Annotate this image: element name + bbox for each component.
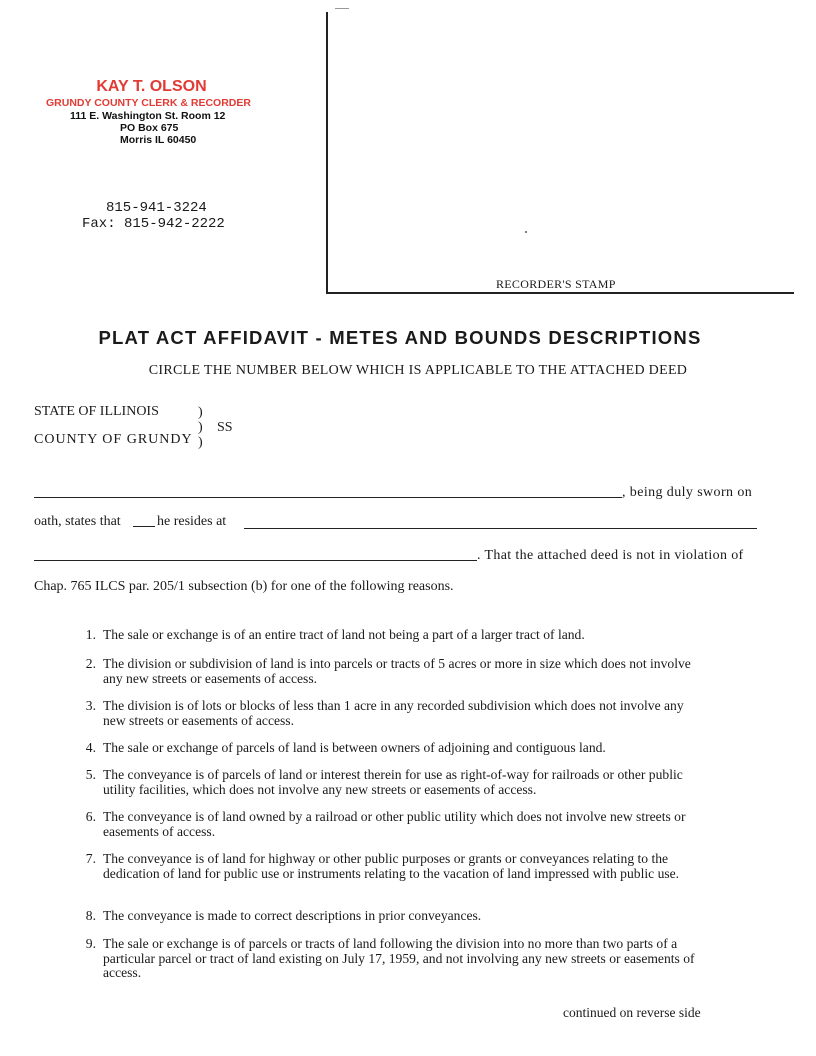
reason-number[interactable]: 1. [85,627,96,642]
reason-text: The conveyance is made to correct descriptions in prior conveyances. [103,908,482,923]
stamp-box-left-border [326,12,328,293]
reason-number[interactable]: 3. [85,698,96,713]
address-line-1: 111 E. Washington St. Room 12 [70,110,226,122]
clerk-address-block [34,70,284,162]
reason-number[interactable]: 7. [85,851,96,866]
venue-bracket-bottom: ) [198,435,203,450]
venue-bracket-middle: ) [198,420,203,435]
reason-number[interactable]: 2. [85,656,96,671]
reason-text: The sale or exchange of parcels of land is between owners of adjoining and contiguous land. [103,740,606,755]
continued-note: continued on reverse side [563,1005,701,1020]
oath-line-2-start: oath, states that [34,514,121,529]
ss-label: SS [217,420,233,435]
pronoun-field[interactable] [133,526,155,527]
reason-text: The sale or exchange is of an entire tract of land not being a part of a larger tract of land. [103,627,585,642]
statute-reference: Chap. 765 ILCS par. 205/1 subsection (b) for one of the following reasons. [34,579,454,594]
reason-text: The conveyance is of land owned by a railroad or other public utility which does not involve new streets or easements of access. [103,809,686,839]
address-line-3: Morris IL 60450 [120,134,197,146]
reason-text: The sale or exchange is of parcels or tracts of land following the division into no more than two parts of a particular parcel or tract of land existing on July 17, 1959, and not involving any new streets or easements of access. [103,936,695,980]
affiant-name-field[interactable] [34,497,622,498]
document-subtitle: CIRCLE THE NUMBER BELOW WHICH IS APPLICABLE TO THE ATTACHED DEED [148,363,688,378]
stamp-box-bottom-border [326,292,794,294]
reason-text: The division or subdivision of land is into parcels or tracts of 5 acres or more in size which does not involve any new streets or easements of access. [103,656,691,686]
venue-bracket-top: ) [198,405,203,420]
contact-numbers [70,200,260,232]
residence-address-field[interactable] [244,528,757,529]
reason-text: The conveyance is of parcels of land or interest therein for use as right-of-way for railroads or other public utility facilities, which does not involve any new streets or easements of access. [103,767,683,797]
reason-number[interactable]: 8. [85,908,96,923]
clerk-name: KAY T. OLSON [96,78,207,95]
oath-line-3-text: . That the attached deed is not in violation of [477,548,744,563]
oath-line-1-text: , being duly sworn on [622,485,753,500]
county-label: COUNTY OF GRUNDY [34,432,193,447]
state-label: STATE OF ILLINOIS [34,404,159,419]
reason-number[interactable]: 6. [85,809,96,824]
residence-address-field-continued[interactable] [34,560,477,561]
clerk-title: GRUNDY COUNTY CLERK & RECORDER [46,97,251,109]
reason-text: The conveyance is of land for highway or other public purposes or grants or conveyances relating to the dedication of land for public use or instruments relating to the vacation of land impressed with public use. [103,851,680,881]
scan-mark [335,8,349,9]
reason-number[interactable]: 5. [85,767,96,782]
fax-number: Fax: 815-942-2222 [82,216,225,232]
scan-speck [525,231,527,233]
recorders-stamp-label: RECORDER'S STAMP [496,277,616,291]
oath-line-2-mid: he resides at [157,514,227,529]
address-line-2: PO Box 675 [120,122,179,134]
reason-text: The division is of lots or blocks of less than 1 acre in any recorded subdivision which does not involve any new streets or easements of access. [103,698,684,728]
document-title: PLAT ACT AFFIDAVIT - METES AND BOUNDS DESCRIPTIONS [98,327,702,348]
reason-number[interactable]: 4. [85,740,96,755]
phone-number: 815-941-3224 [106,200,207,216]
reason-number[interactable]: 9. [85,936,96,951]
